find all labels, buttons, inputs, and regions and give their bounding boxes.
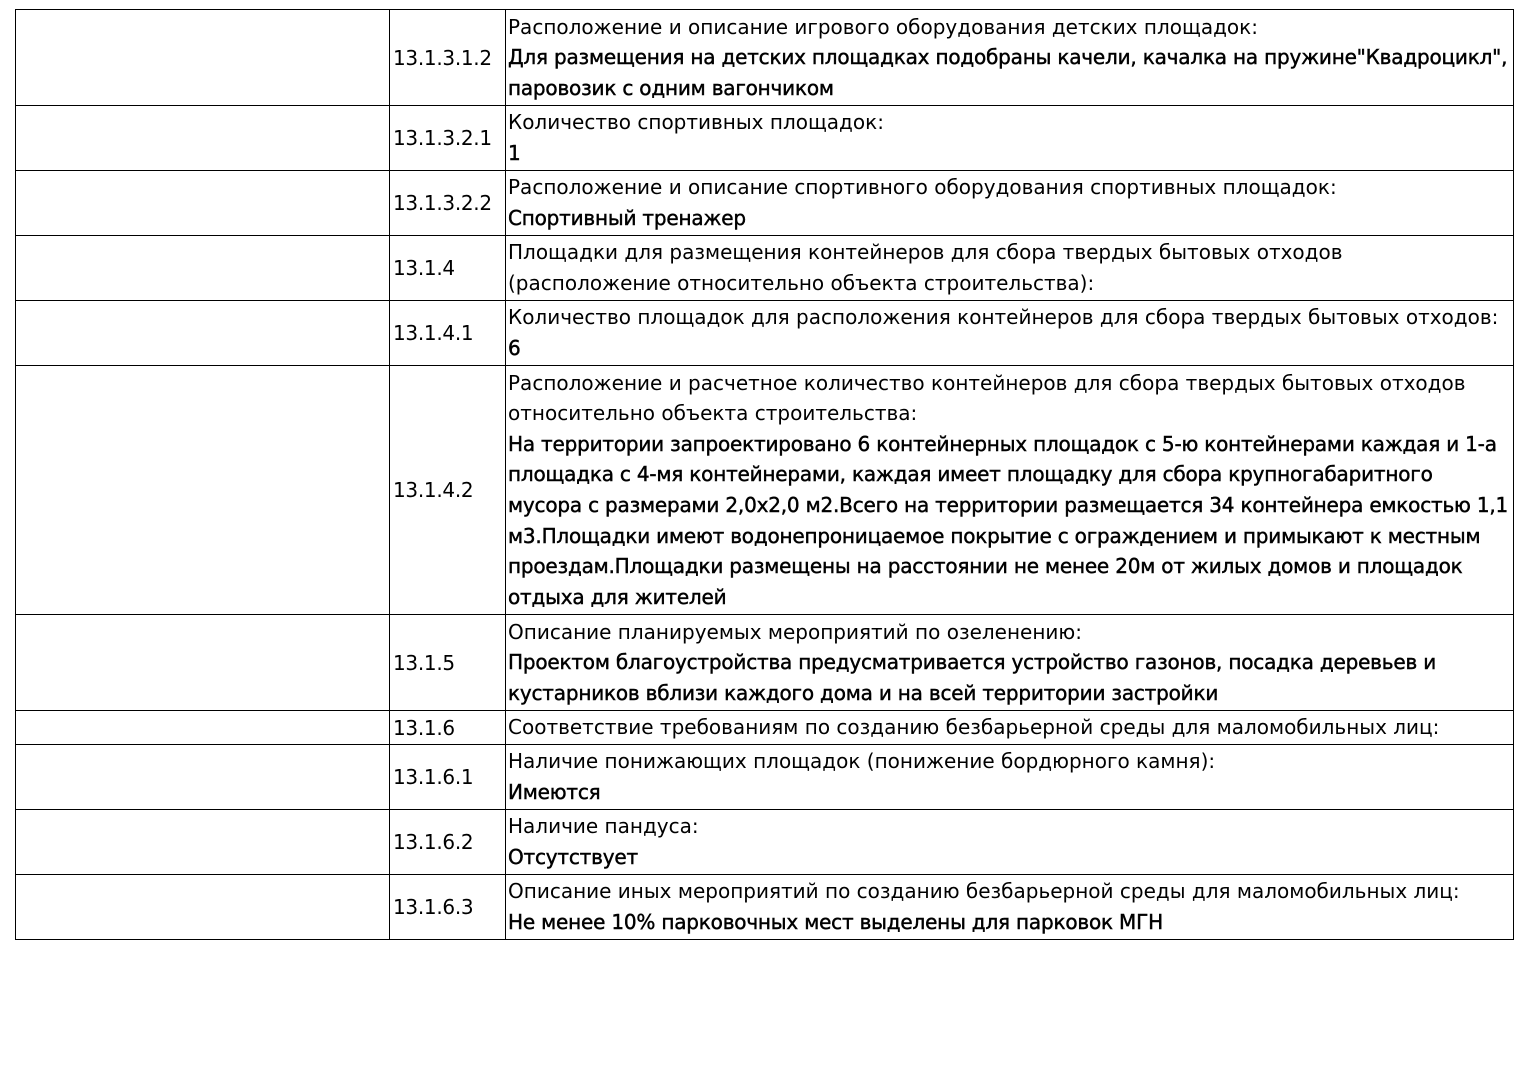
table-row: [16, 236, 1514, 301]
row-value: 6: [508, 336, 521, 360]
row-value: На территории запроектировано 6 контейнерных площадок с 5-ю контейнерами каждая и 1-а площадка с 4-мя контейнерами, каждая имеет площадку для сбора крупногабаритного мусора с размерами 2,0х2,0 м2.Всего на территории размещается 34 контейнера емкостью 1,1 м3.Площадки имеют водонепроницаемое покрытие с ограждением и примыкают к местным проездам.Площадки размещены на расстоянии не менее 20м от жилых домов и площадок отдыха для жителей: [508, 431, 1509, 609]
table-row: [16, 745, 1514, 810]
row-code: 13.1.3.2.1: [390, 106, 506, 171]
row-content: [506, 106, 1514, 171]
row-value: Спортивный тренажер: [508, 206, 746, 230]
row-code: 13.1.5: [390, 615, 506, 711]
row-value: Отсутствует: [508, 845, 638, 869]
table-row: [16, 711, 1514, 745]
row-label: Количество спортивных площадок:: [508, 110, 884, 135]
row-content: [506, 875, 1514, 940]
declaration-table: [15, 9, 1514, 940]
empty-cell: [16, 875, 390, 940]
row-label: Площадки для размещения контейнеров для сбора твердых бытовых отходов (расположение относительно объекта строительства):: [508, 240, 1343, 295]
empty-cell: [16, 10, 390, 106]
empty-cell: [16, 745, 390, 810]
empty-cell: [16, 366, 390, 615]
row-value: Не менее 10% парковочных мест выделены для парковок МГН: [508, 910, 1163, 934]
row-code: 13.1.6.1: [390, 745, 506, 810]
empty-cell: [16, 106, 390, 171]
row-code: 13.1.3.2.2: [390, 171, 506, 236]
row-label: Соответствие требованиям по созданию безбарьерной среды для маломобильных лиц:: [508, 715, 1440, 740]
table-row: [16, 301, 1514, 366]
table-row: [16, 875, 1514, 940]
row-content: [506, 810, 1514, 875]
row-value: 1: [508, 141, 521, 165]
row-content: [506, 745, 1514, 810]
row-label: Описание планируемых мероприятий по озеленению:: [508, 619, 1082, 644]
row-label: Количество площадок для расположения контейнеров для сбора твердых бытовых отходов:: [508, 305, 1499, 330]
empty-cell: [16, 171, 390, 236]
row-label: Наличие понижающих площадок (понижение бордюрного камня):: [508, 749, 1216, 774]
table-row: [16, 106, 1514, 171]
table-row: [16, 171, 1514, 236]
row-content: [506, 366, 1514, 615]
row-code: 13.1.4.2: [390, 366, 506, 615]
table-row: [16, 615, 1514, 711]
row-code: 13.1.6.3: [390, 875, 506, 940]
row-value: Имеются: [508, 780, 601, 804]
row-value: Проектом благоустройства предусматривается устройство газонов, посадка деревьев и кустарников вблизи каждого дома и на всей территории застройки: [508, 650, 1436, 705]
row-content: [506, 171, 1514, 236]
row-label: Расположение и описание игрового оборудования детских площадок:: [508, 14, 1258, 39]
row-label: Расположение и расчетное количество контейнеров для сбора твердых бытовых отходов относительно объекта строительства:: [508, 370, 1466, 426]
row-label: Наличие пандуса:: [508, 814, 699, 839]
row-content: [506, 615, 1514, 711]
row-content: [506, 236, 1514, 301]
row-code: 13.1.4: [390, 236, 506, 301]
row-value: Для размещения на детских площадках подобраны качели, качалка на пружине"Квадроцикл", паровозик с одним вагончиком: [508, 45, 1508, 100]
row-code: 13.1.3.1.2: [390, 10, 506, 106]
table-row: [16, 10, 1514, 106]
empty-cell: [16, 810, 390, 875]
empty-cell: [16, 301, 390, 366]
row-content: [506, 10, 1514, 106]
row-code: 13.1.6: [390, 711, 506, 745]
row-content: [506, 711, 1514, 745]
row-code: 13.1.4.1: [390, 301, 506, 366]
empty-cell: [16, 711, 390, 745]
row-code: 13.1.6.2: [390, 810, 506, 875]
row-label: Описание иных мероприятий по созданию безбарьерной среды для маломобильных лиц:: [508, 879, 1460, 904]
empty-cell: [16, 236, 390, 301]
table-row: [16, 810, 1514, 875]
table-row: [16, 366, 1514, 615]
row-content: [506, 301, 1514, 366]
empty-cell: [16, 615, 390, 711]
row-label: Расположение и описание спортивного оборудования спортивных площадок:: [508, 175, 1337, 200]
